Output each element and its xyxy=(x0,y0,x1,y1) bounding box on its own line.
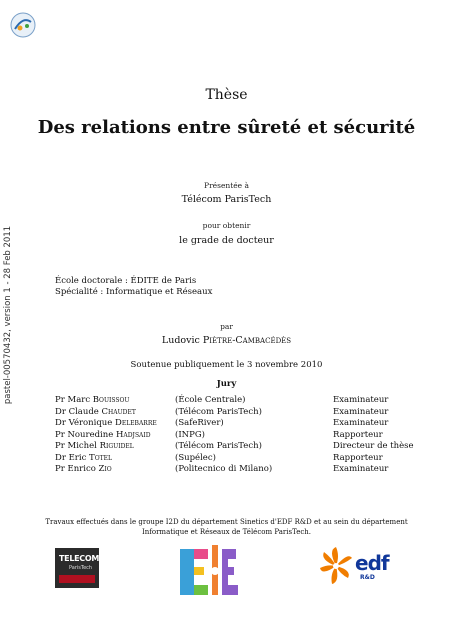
jury-heading: Jury xyxy=(216,379,237,389)
jury-member-name xyxy=(55,464,175,476)
jury-member-name xyxy=(55,430,175,442)
jury-member-role: Rapporteur xyxy=(333,452,383,463)
jury-member-affiliation: (SafeRiver) xyxy=(175,418,224,428)
jury-member-surname: Hadjsaid xyxy=(115,429,151,440)
jury-member-title: Dr Eric xyxy=(55,452,90,463)
jury-member-title: Dr Claude xyxy=(55,406,102,417)
jury-member-surname: Riguidel xyxy=(99,441,134,451)
jury-member-name xyxy=(55,407,175,419)
jury-member-title: Pr Nouredine xyxy=(55,429,116,440)
jury-member-title: Dr Véronique xyxy=(55,418,115,428)
jury-member-name xyxy=(55,441,175,453)
jury-row xyxy=(55,418,414,430)
jury-row xyxy=(55,441,414,453)
thesis-title: Des relations entre sûreté et sécurité xyxy=(37,117,416,138)
jury-member-surname: Chaudet xyxy=(101,406,136,417)
archive-stamp: pastel-00570432, version 1 - 28 Feb 2011 xyxy=(3,225,13,405)
jury-member-surname: Bouissou xyxy=(92,395,130,405)
jury-member-role: Examinateur xyxy=(333,464,389,474)
degree: le grade de docteur xyxy=(179,235,274,246)
telecom-logo-stripe xyxy=(59,575,95,583)
jury-member-role: Examinateur xyxy=(333,406,389,417)
edf-rd-logo xyxy=(318,546,398,590)
telecom-logo-text: TELECOM xyxy=(59,554,100,563)
purpose-label: pour obtenir xyxy=(202,221,251,230)
jury-member-surname: Zio xyxy=(98,464,112,474)
telecom-paristech-logo xyxy=(55,548,99,588)
document-type: Thèse xyxy=(205,87,248,103)
edf-logo-text: edf xyxy=(355,551,389,575)
institution: Télécom ParisTech xyxy=(181,194,272,205)
footer-line-2: Informatique et Réseaux de Télécom ParisTech. xyxy=(142,527,311,536)
jury-member-role: Directeur de thèse xyxy=(333,441,414,451)
presented-label: Présentée à xyxy=(204,181,249,190)
jury-member-affiliation: (Télécom ParisTech) xyxy=(175,406,262,417)
jury-table xyxy=(55,395,414,476)
jury-member-role: Examinateur xyxy=(333,395,389,405)
jury-row xyxy=(55,453,414,465)
jury-member-affiliation: (École Centrale) xyxy=(175,395,246,405)
jury-member-affiliation: (Télécom ParisTech) xyxy=(175,441,262,451)
jury-row xyxy=(55,395,414,407)
edf-swirl-icon xyxy=(318,546,354,586)
jury-member-title: Pr Marc xyxy=(55,395,93,405)
jury-member-title: Pr Enrico xyxy=(55,464,99,474)
author-name xyxy=(0,335,453,346)
jury-row xyxy=(55,430,414,442)
jury-member-affiliation: (Supélec) xyxy=(175,452,216,463)
jury-member-surname: Delebarre xyxy=(115,418,157,428)
jury-member-role: Examinateur xyxy=(333,418,389,428)
jury-member-affiliation: (INPG) xyxy=(175,429,205,440)
edf-logo-subtext: R&D xyxy=(360,574,375,581)
school-info xyxy=(55,276,212,298)
jury-row xyxy=(55,464,414,476)
jury-member-surname: Totel xyxy=(89,452,112,463)
telecom-logo-subtext: ParisTech xyxy=(69,565,93,571)
jury-member-role: Rapporteur xyxy=(333,429,383,440)
author-first: Ludovic xyxy=(161,335,203,346)
jury-member-name xyxy=(55,418,175,430)
footer-line-1: Travaux effectués dans le groupe I2D du département Sinetics d'EDF R&D et au sein du département xyxy=(45,518,408,526)
doctoral-school: École doctorale : ÉDITE de Paris xyxy=(55,276,197,286)
jury-member-title: Pr Michel xyxy=(55,441,100,451)
jury-member-name xyxy=(55,395,175,407)
jury-row xyxy=(55,407,414,419)
edite-logo xyxy=(178,543,246,599)
defense-date: Soutenue publiquement le 3 novembre 2010 xyxy=(130,360,323,370)
by-label: par xyxy=(220,322,233,331)
jury-member-affiliation: (Politecnico di Milano) xyxy=(175,464,273,474)
author-last: Piètre-Cambacédès xyxy=(202,335,292,346)
footer-note xyxy=(0,518,453,537)
speciality: Spécialité : Informatique et Réseaux xyxy=(55,287,213,297)
hal-archive-logo xyxy=(8,10,38,40)
jury-member-name xyxy=(55,453,175,465)
